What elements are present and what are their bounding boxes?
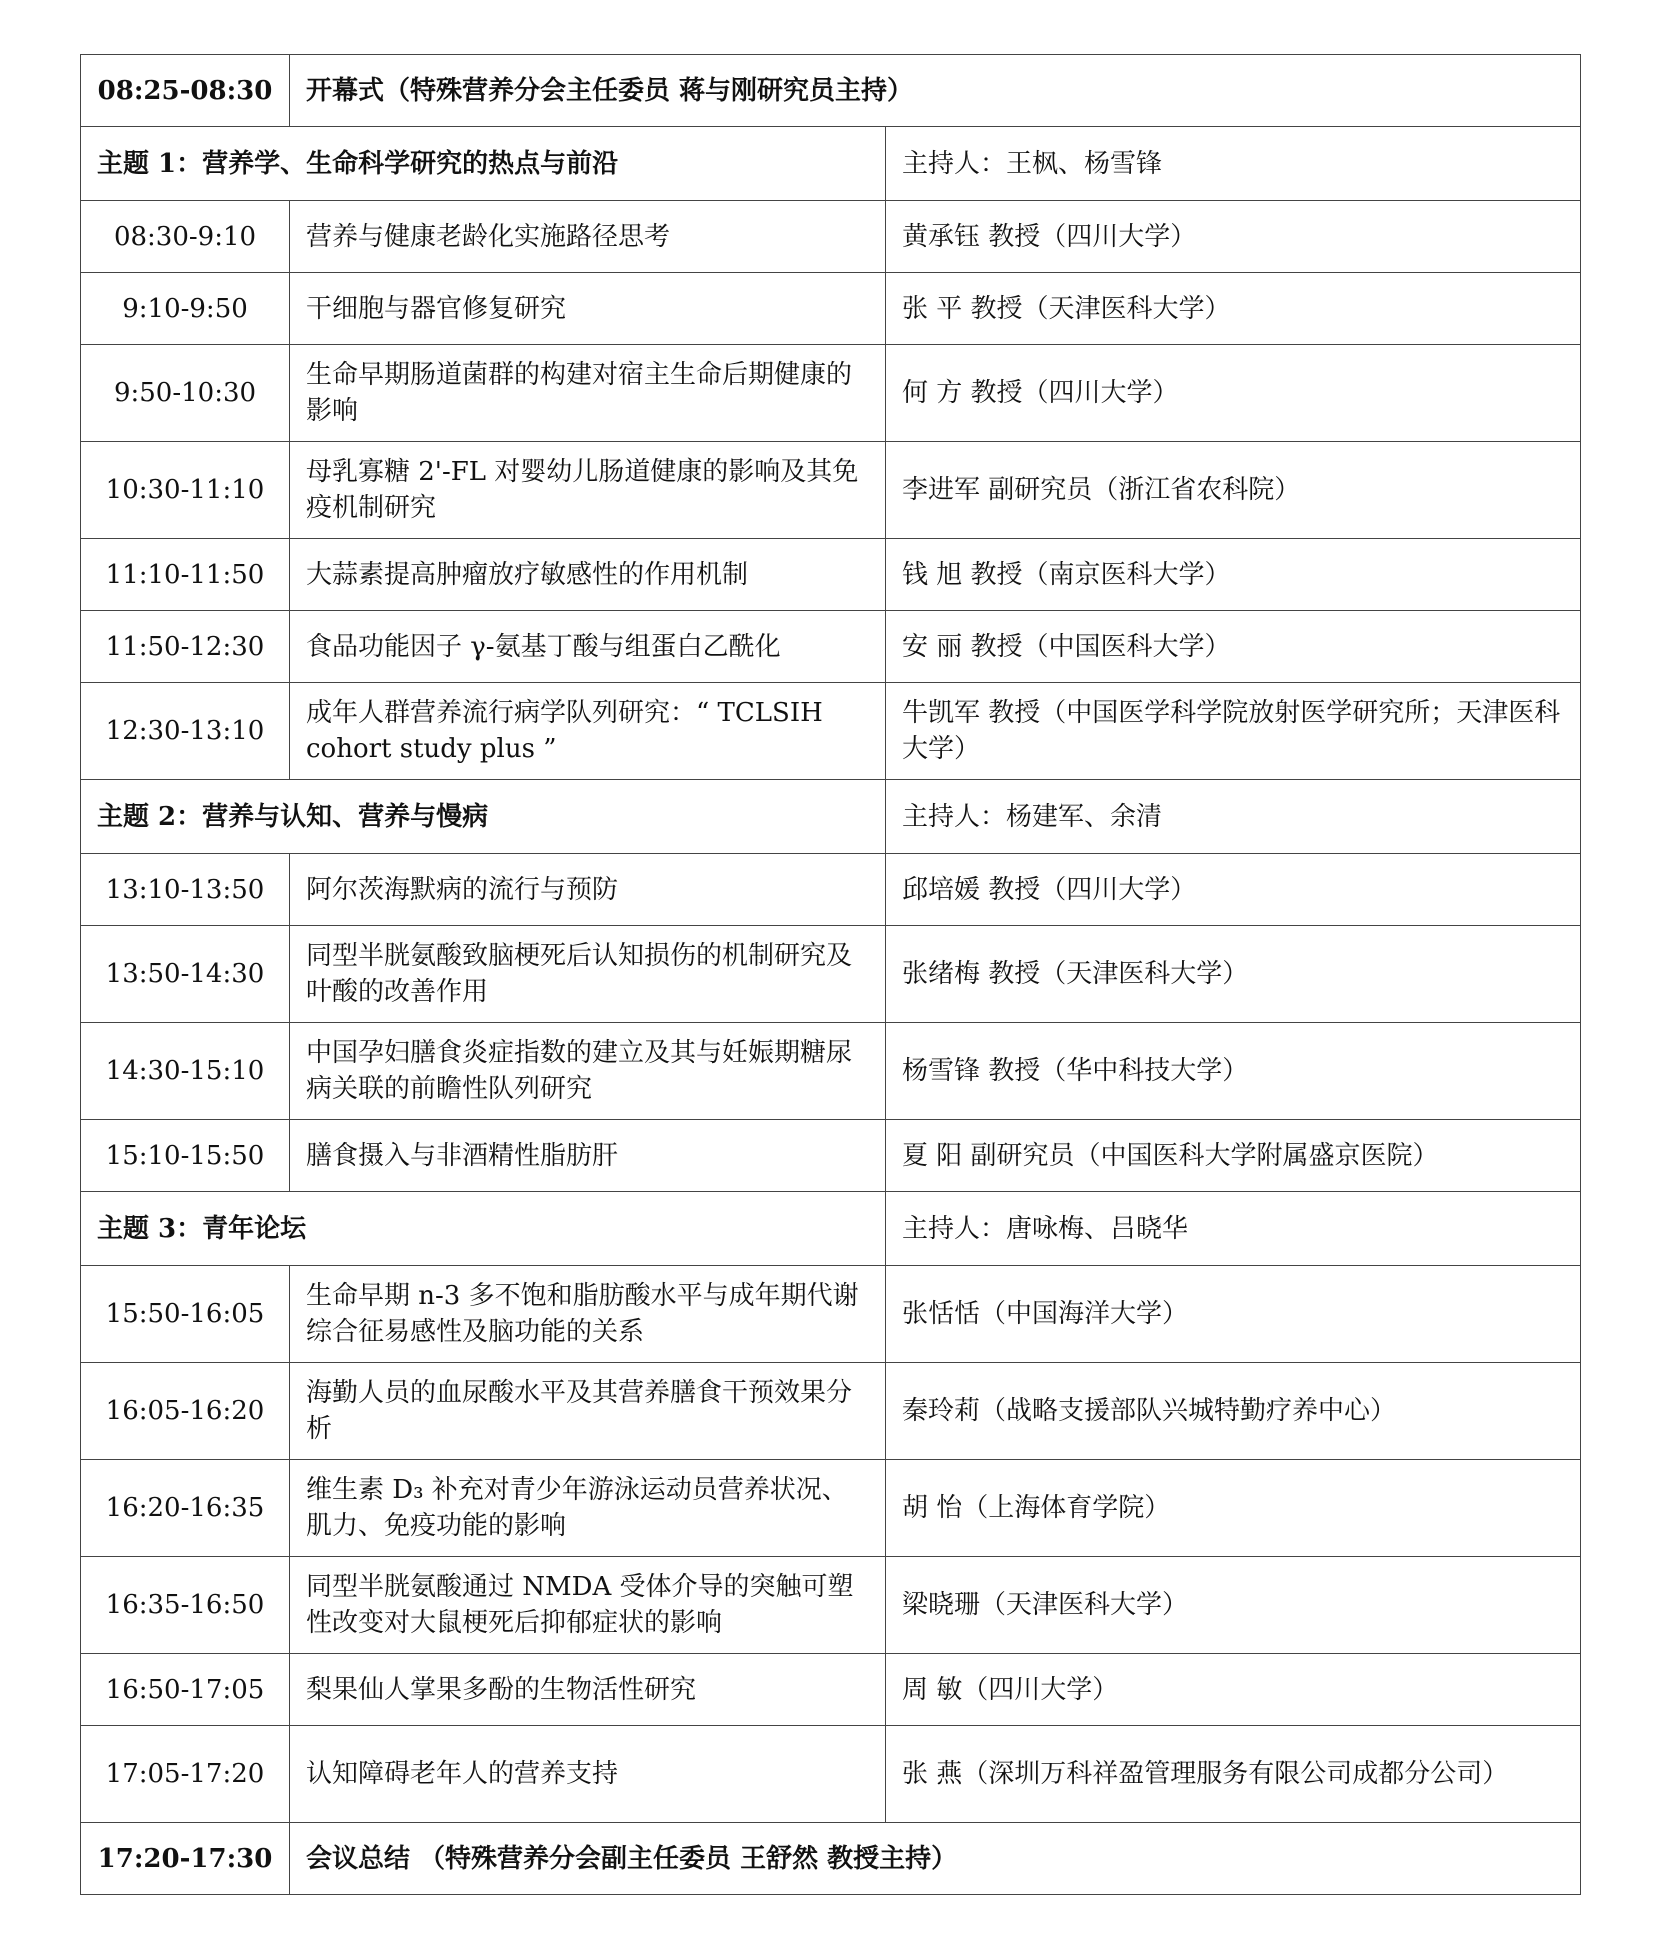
talk-row [81,1363,1581,1460]
talk-time: 17:05-17:20 [81,1726,290,1823]
talk-title: 维生素 D₃ 补充对青少年游泳运动员营养状况、肌力、免疫功能的影响 [290,1460,886,1557]
talk-title: 同型半胱氨酸致脑梗死后认知损伤的机制研究及叶酸的改善作用 [290,926,886,1023]
talk-title: 母乳寡糖 2'-FL 对婴幼儿肠道健康的影响及其免疫机制研究 [290,442,886,539]
talk-speaker: 张 平 教授（天津医科大学） [886,273,1581,345]
talk-speaker: 张 燕（深圳万科祥盈管理服务有限公司成都分公司） [886,1726,1581,1823]
opening-time: 08:25-08:30 [81,55,290,127]
talk-row [81,1557,1581,1654]
talk-row [81,1266,1581,1363]
talk-time: 16:20-16:35 [81,1460,290,1557]
talk-title: 成年人群营养流行病学队列研究：“ TCLSIH cohort study plus ” [290,683,886,780]
talk-title: 大蒜素提高肿瘤放疗敏感性的作用机制 [290,539,886,611]
talk-time: 9:50-10:30 [81,345,290,442]
talk-speaker: 牛凯军 教授（中国医学科学院放射医学研究所；天津医科大学） [886,683,1581,780]
talk-row [81,854,1581,926]
session-topic: 主题 2：营养与认知、营养与慢病 [81,780,886,854]
talk-title: 生命早期肠道菌群的构建对宿主生命后期健康的影响 [290,345,886,442]
talk-row [81,345,1581,442]
talk-time: 15:10-15:50 [81,1120,290,1192]
talk-speaker: 张恬恬（中国海洋大学） [886,1266,1581,1363]
opening-row [81,55,1581,127]
talk-row [81,683,1581,780]
talk-title: 阿尔茨海默病的流行与预防 [290,854,886,926]
session-topic: 主题 3：青年论坛 [81,1192,886,1266]
talk-time: 16:05-16:20 [81,1363,290,1460]
talk-row [81,1726,1581,1823]
talk-row [81,1654,1581,1726]
talk-time: 15:50-16:05 [81,1266,290,1363]
talk-speaker: 秦玲莉（战略支援部队兴城特勤疗养中心） [886,1363,1581,1460]
talk-row [81,1120,1581,1192]
session-topic: 主题 1：营养学、生命科学研究的热点与前沿 [81,127,886,201]
talk-time: 11:50-12:30 [81,611,290,683]
talk-speaker: 黄承钰 教授（四川大学） [886,201,1581,273]
talk-speaker: 安 丽 教授（中国医科大学） [886,611,1581,683]
talk-speaker: 周 敏（四川大学） [886,1654,1581,1726]
talk-speaker: 邱培媛 教授（四川大学） [886,854,1581,926]
talk-row [81,273,1581,345]
talk-speaker: 胡 怡（上海体育学院） [886,1460,1581,1557]
talk-speaker: 杨雪锋 教授（华中科技大学） [886,1023,1581,1120]
talk-time: 14:30-15:10 [81,1023,290,1120]
talk-title: 营养与健康老龄化实施路径思考 [290,201,886,273]
talk-row [81,539,1581,611]
session-header-row [81,1192,1581,1266]
talk-title: 梨果仙人掌果多酚的生物活性研究 [290,1654,886,1726]
talk-title: 干细胞与器官修复研究 [290,273,886,345]
talk-time: 13:10-13:50 [81,854,290,926]
talk-speaker: 梁晓珊（天津医科大学） [886,1557,1581,1654]
talk-time: 10:30-11:10 [81,442,290,539]
closing-time: 17:20-17:30 [81,1823,290,1895]
talk-speaker: 张绪梅 教授（天津医科大学） [886,926,1581,1023]
talk-time: 13:50-14:30 [81,926,290,1023]
talk-row [81,1460,1581,1557]
talk-row [81,442,1581,539]
talk-title: 食品功能因子 γ-氨基丁酸与组蛋白乙酰化 [290,611,886,683]
agenda-table [80,54,1581,1895]
talk-row [81,926,1581,1023]
talk-speaker: 夏 阳 副研究员（中国医科大学附属盛京医院） [886,1120,1581,1192]
talk-title: 同型半胱氨酸通过 NMDA 受体介导的突触可塑性改变对大鼠梗死后抑郁症状的影响 [290,1557,886,1654]
talk-row [81,611,1581,683]
talk-speaker: 钱 旭 教授（南京医科大学） [886,539,1581,611]
talk-speaker: 何 方 教授（四川大学） [886,345,1581,442]
talk-title: 生命早期 n-3 多不饱和脂肪酸水平与成年期代谢综合征易感性及脑功能的关系 [290,1266,886,1363]
talk-title: 膳食摄入与非酒精性脂肪肝 [290,1120,886,1192]
talk-row [81,201,1581,273]
talk-title: 认知障碍老年人的营养支持 [290,1726,886,1823]
session-host: 主持人：唐咏梅、吕晓华 [886,1192,1581,1266]
talk-time: 16:50-17:05 [81,1654,290,1726]
closing-row [81,1823,1581,1895]
talk-time: 08:30-9:10 [81,201,290,273]
talk-speaker: 李进军 副研究员（浙江省农科院） [886,442,1581,539]
session-host: 主持人：王枫、杨雪锋 [886,127,1581,201]
opening-title: 开幕式（特殊营养分会主任委员 蒋与刚研究员主持） [290,55,1581,127]
closing-title: 会议总结 （特殊营养分会副主任委员 王舒然 教授主持） [290,1823,1581,1895]
talk-time: 11:10-11:50 [81,539,290,611]
talk-row [81,1023,1581,1120]
session-header-row [81,127,1581,201]
talk-time: 9:10-9:50 [81,273,290,345]
session-header-row [81,780,1581,854]
talk-title: 中国孕妇膳食炎症指数的建立及其与妊娠期糖尿病关联的前瞻性队列研究 [290,1023,886,1120]
talk-time: 12:30-13:10 [81,683,290,780]
talk-time: 16:35-16:50 [81,1557,290,1654]
talk-title: 海勤人员的血尿酸水平及其营养膳食干预效果分析 [290,1363,886,1460]
session-host: 主持人：杨建军、余清 [886,780,1581,854]
